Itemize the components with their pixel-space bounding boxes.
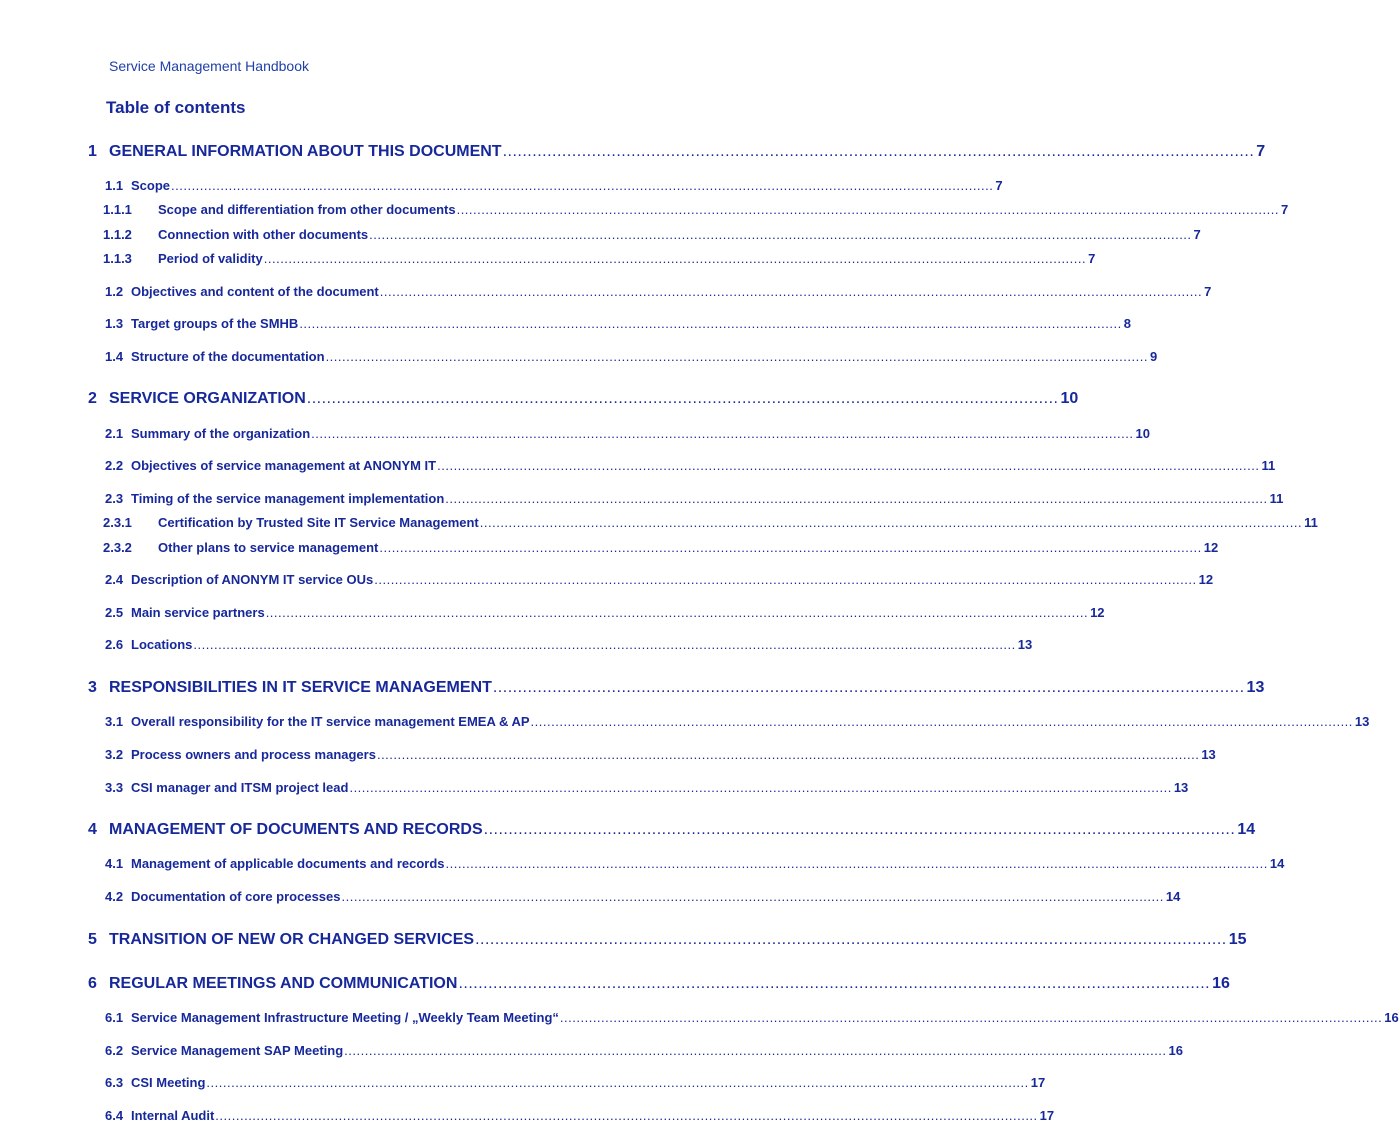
dot-leader: ........................................................................................................................................................................................................ [311, 426, 1134, 441]
toc-entry[interactable] [105, 349, 1158, 364]
toc-number: 6.3 [105, 1075, 124, 1090]
toc-entry[interactable] [105, 572, 1214, 587]
toc-page-number: 7 [1204, 284, 1212, 299]
toc-entry[interactable] [105, 856, 1285, 871]
toc-number: 4.2 [105, 889, 124, 904]
toc-number: 6 [88, 975, 97, 992]
dot-leader: ........................................................................................................................................................................................................ [349, 780, 1172, 795]
toc-number: 2.5 [105, 605, 124, 620]
dot-leader: ........................................................................................................................................................................................................ [379, 540, 1202, 555]
toc-title-text: Locations [131, 637, 193, 652]
dot-leader: ........................................................................................................................................................................................................ [479, 515, 1303, 530]
toc-title-text: Documentation of core processes [131, 889, 341, 904]
toc-title-text: Overall responsibility for the IT service management EMEA & AP [131, 714, 530, 729]
dot-leader: ........................................................................................................................................................................................................ [456, 202, 1279, 217]
dot-leader: ........................................................................................................................................................................................................ [193, 637, 1016, 652]
toc-page-number: 10 [1060, 390, 1079, 407]
toc-title-text: Timing of the service management implementation [131, 491, 445, 506]
toc-title-text: Certification by Trusted Site IT Service Management [158, 515, 479, 530]
toc-entry[interactable] [105, 714, 1370, 729]
toc-number: 6.2 [105, 1043, 124, 1058]
toc-page-number: 9 [1149, 349, 1158, 364]
toc-number: 1.4 [105, 349, 124, 364]
toc-title-text: GENERAL INFORMATION ABOUT THIS DOCUMENT [109, 143, 502, 160]
toc-entry[interactable] [105, 605, 1105, 620]
document-header: Service Management Handbook [109, 58, 310, 74]
toc-title: Table of contents [106, 98, 246, 117]
toc-page-number: 7 [1256, 143, 1266, 160]
dot-leader: ........................................................................................................................................................................................................ [215, 1108, 1038, 1123]
toc-entry[interactable] [103, 515, 1318, 530]
toc-entry[interactable] [105, 491, 1284, 506]
toc-number: 1.1 [105, 178, 124, 193]
toc-entry[interactable] [103, 202, 1289, 217]
toc-number: 2.1 [105, 426, 124, 441]
dot-leader: ........................................................................................................................................................................................................ [206, 1075, 1029, 1090]
toc-entry[interactable] [105, 1010, 1399, 1025]
toc-number: 2.3.1 [103, 515, 132, 530]
toc-page-number: 11 [1304, 515, 1318, 530]
toc-entry[interactable] [105, 889, 1181, 904]
toc-entry[interactable] [88, 143, 1266, 161]
toc-title-text: Process owners and process managers [131, 747, 376, 762]
toc-title-text: Service Management SAP Meeting [131, 1043, 344, 1058]
toc-page-number: 7 [995, 178, 1003, 193]
toc-title-text: Management of applicable documents and records [131, 856, 445, 871]
toc-entry[interactable] [105, 426, 1150, 441]
toc-title-text: Internal Audit [131, 1108, 215, 1123]
toc-page-number: 12 [1203, 540, 1219, 555]
toc-title-text: Objectives and content of the document [131, 284, 379, 299]
toc-entry[interactable] [105, 747, 1216, 762]
dot-leader: ........................................................................................................................................................................................................ [341, 889, 1164, 904]
toc-page-number: 11 [1261, 458, 1276, 473]
dot-leader: ........................................................................................................................................................ [483, 821, 1236, 838]
dot-leader: ........................................................................................................................................................ [458, 975, 1211, 992]
toc-number: 1 [88, 143, 97, 160]
toc-entry[interactable] [105, 458, 1276, 473]
toc-page-number: 14 [1165, 889, 1181, 904]
dot-leader: ........................................................................................................................................................................................................ [263, 251, 1087, 266]
dot-leader: ........................................................................................................................................................................................................ [437, 458, 1260, 473]
dot-leader: ........................................................................................................................................................ [475, 931, 1227, 948]
toc-number: 2.6 [105, 637, 124, 652]
toc-number: 1.3 [105, 316, 124, 331]
toc-number: 1.1.3 [103, 251, 132, 266]
dot-leader: ........................................................................................................................................................................................................ [445, 491, 1268, 506]
toc-entry[interactable] [88, 931, 1247, 949]
toc-entry[interactable] [103, 540, 1219, 555]
toc-entry[interactable] [103, 251, 1096, 266]
toc-title-text: CSI manager and ITSM project lead [131, 780, 349, 795]
toc-title-text: Objectives of service management at ANONYM IT [131, 458, 437, 473]
toc-entry[interactable] [88, 679, 1265, 697]
toc-number: 6.4 [105, 1108, 124, 1123]
toc-entry[interactable] [105, 780, 1189, 795]
dot-leader: ........................................................................................................................................................................................................ [299, 316, 1122, 331]
toc-title-text: Structure of the documentation [131, 349, 325, 364]
toc-number: 2.3.2 [103, 540, 132, 555]
toc-number: 2.4 [105, 572, 124, 587]
toc-page-number: 12 [1198, 572, 1214, 587]
toc-number: 1.2 [105, 284, 124, 299]
toc-number: 3.2 [105, 747, 124, 762]
toc-number: 2.3 [105, 491, 124, 506]
dot-leader: ........................................................................................................................................................................................................ [376, 747, 1200, 762]
toc-entry[interactable] [105, 1043, 1184, 1058]
toc-number: 3.1 [105, 714, 124, 729]
toc-page-number: 14 [1237, 821, 1256, 838]
toc-page-number: 16 [1384, 1010, 1399, 1025]
toc-number: 1.1.1 [103, 202, 132, 217]
toc-page-number: 16 [1168, 1043, 1184, 1058]
toc-entry[interactable] [88, 821, 1256, 839]
toc-entry[interactable] [103, 227, 1201, 242]
dot-leader: ........................................................................................................................................................................................................ [171, 178, 994, 193]
dot-leader: ........................................................................................................................................................................................................ [559, 1010, 1383, 1025]
toc-page-number: 8 [1123, 316, 1131, 331]
toc-title-text: CSI Meeting [131, 1075, 206, 1090]
toc-page-number: 10 [1135, 426, 1150, 441]
toc-entry[interactable] [105, 1108, 1055, 1123]
dot-leader: ........................................................................................................................................................................................................ [265, 605, 1089, 620]
dot-leader: ........................................................................................................................................................................................................ [325, 349, 1148, 364]
dot-leader: ........................................................................................................................................................................................................ [530, 714, 1353, 729]
toc-title-text: Scope and differentiation from other documents [158, 202, 456, 217]
toc-page-number: 15 [1228, 931, 1247, 948]
toc-entry[interactable] [105, 1075, 1046, 1090]
dot-leader: ........................................................................................................................................................................................................ [445, 856, 1268, 871]
toc-title-text: MANAGEMENT OF DOCUMENTS AND RECORDS [109, 821, 483, 838]
toc-title-text: SERVICE ORGANIZATION [109, 390, 306, 407]
toc-number: 2 [88, 390, 97, 407]
toc-number: 4 [88, 821, 97, 838]
toc-entry[interactable] [105, 284, 1212, 299]
toc-page-number: 16 [1212, 975, 1230, 992]
toc-page-number: 13 [1017, 637, 1033, 652]
toc-title-text: Summary of the organization [131, 426, 311, 441]
toc-page-number: 17 [1039, 1108, 1055, 1123]
toc-page-number: 13 [1246, 679, 1265, 696]
toc-number: 3.3 [105, 780, 124, 795]
toc-entry[interactable] [105, 178, 1003, 193]
toc-page-number: 12 [1090, 605, 1105, 620]
toc-title-text: Service Management Infrastructure Meeting / „Weekly Team Meeting“ [131, 1010, 559, 1025]
toc-title-text: TRANSITION OF NEW OR CHANGED SERVICES [109, 931, 475, 948]
toc-title-text: Scope [131, 178, 171, 193]
toc-page-number: 7 [1088, 251, 1096, 266]
toc-page-number: 13 [1354, 714, 1370, 729]
toc-entry[interactable] [105, 637, 1033, 652]
dot-leader: ........................................................................................................................................................ [502, 143, 1255, 160]
toc-title-text: RESPONSIBILITIES IN IT SERVICE MANAGEMENT [109, 679, 492, 696]
dot-leader: ........................................................................................................................................................................................................ [369, 227, 1192, 242]
toc-page-number: 7 [1280, 202, 1289, 217]
toc-page-number: 11 [1269, 491, 1284, 506]
toc-page-number: 13 [1201, 747, 1216, 762]
toc-title-text: REGULAR MEETINGS AND COMMUNICATION [109, 975, 458, 992]
toc-number: 6.1 [105, 1010, 124, 1025]
toc-entry[interactable] [88, 975, 1230, 993]
toc-page-number: 7 [1193, 227, 1201, 242]
toc-title-text: Description of ANONYM IT service OUs [131, 572, 374, 587]
toc-page-number: 13 [1173, 780, 1189, 795]
toc-title-text: Main service partners [131, 605, 265, 620]
toc-title-text: Target groups of the SMHB [131, 316, 299, 331]
toc-title-text: Other plans to service management [158, 540, 379, 555]
toc-number: 1.1.2 [103, 227, 132, 242]
toc-number: 3 [88, 679, 97, 696]
toc-number: 4.1 [105, 856, 124, 871]
dot-leader: ........................................................................................................................................................................................................ [344, 1043, 1167, 1058]
toc-title-text: Connection with other documents [158, 227, 369, 242]
toc-page-number: 17 [1030, 1075, 1046, 1090]
dot-leader: ........................................................................................................................................................ [306, 390, 1059, 407]
toc-title-text: Period of validity [158, 251, 263, 266]
toc-number: 2.2 [105, 458, 124, 473]
dot-leader: ........................................................................................................................................................ [492, 679, 1245, 696]
dot-leader: ........................................................................................................................................................................................................ [374, 572, 1197, 587]
toc-number: 5 [88, 931, 97, 948]
toc-entry[interactable] [88, 390, 1079, 408]
dot-leader: ........................................................................................................................................................................................................ [379, 284, 1203, 299]
toc-page-number: 14 [1269, 856, 1285, 871]
toc-entry[interactable] [105, 316, 1131, 331]
